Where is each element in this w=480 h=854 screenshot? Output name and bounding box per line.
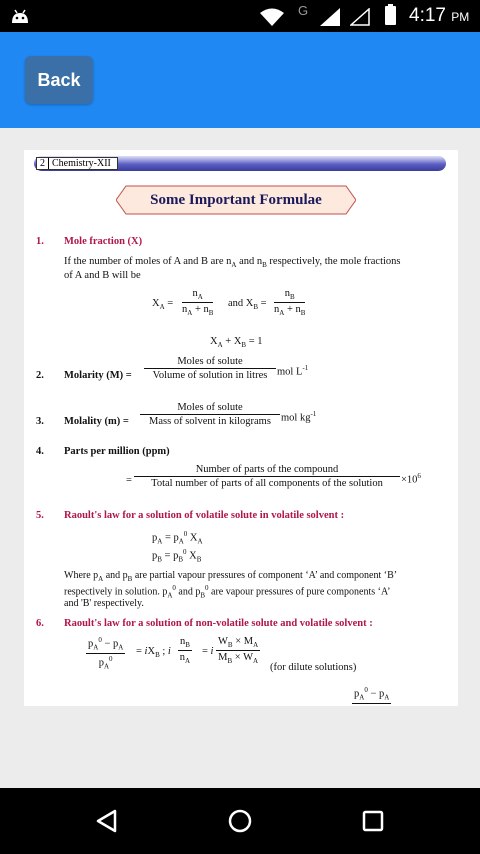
formula-fraction: $\frac{n_B}{n_A}$ (179, 636, 191, 666)
formula-fraction: $\frac{n_A}{n_A + n_B}$ (182, 288, 214, 318)
formula-multiplier: $\times 10^6$ (401, 472, 421, 486)
section-number: 1. (36, 236, 44, 247)
page-header-label: 2 Chemistry-XII (36, 157, 118, 170)
section-text: and 'B' respectively. (64, 598, 144, 609)
formula-text: = $iX_B$ ; i (136, 646, 171, 660)
back-button[interactable]: Back (25, 56, 93, 104)
section-heading: Raoult's law for a solution of non-volatile solute and volatile solvent : (64, 618, 373, 629)
formula-unit: mol $L^{-1}$ (277, 364, 309, 378)
section-text: respectively in solution. $p_A^0$ and $p_B^0$ are vapour pressures of pure components ‘A’ (64, 584, 391, 600)
network-type-label: G (298, 3, 309, 18)
section-heading: Molarity (M) = (64, 370, 132, 381)
section-heading: Parts per million (ppm) (64, 446, 170, 457)
app-bar (0, 32, 480, 128)
formula-page-image (24, 150, 458, 706)
formula-fraction: $\frac{n_B}{n_A + n_B}$ (274, 288, 306, 318)
title-banner (116, 184, 356, 216)
formula-raoult-a: $p_A = p_A^0$ $X_A$ (152, 530, 203, 546)
signal-empty-icon (350, 8, 370, 26)
formula-fraction: Moles of solute Volume of solution in litres (144, 356, 276, 381)
section-text: If the number of moles of A and B are $n_A$ and $n_B$ respectively, the mole fractions (64, 256, 401, 270)
battery-icon (385, 6, 396, 25)
section-number: 3. (36, 416, 44, 427)
content-area[interactable] (0, 128, 480, 788)
android-icon (10, 7, 30, 25)
formula-fraction: Moles of solute Mass of solvent in kilograms (140, 402, 280, 427)
clock: 4:17 PM (409, 5, 470, 26)
section-heading: Mole fraction (X) (64, 236, 143, 247)
status-bar (0, 0, 480, 32)
section-text: Where $p_A$ and $p_B$ are partial vapour pressures of component ‘A’ and component ‘B’ (64, 570, 398, 583)
formula-text: = i (202, 646, 214, 657)
section-text: of A and B will be (64, 270, 141, 281)
section-heading: Raoult's law for a solution of volatile solute in volatile solvent : (64, 510, 345, 521)
section-number: 2. (36, 370, 44, 381)
back-triangle-icon[interactable] (94, 808, 120, 834)
home-circle-icon[interactable] (227, 808, 253, 834)
navigation-bar (0, 788, 480, 854)
signal-icon (320, 8, 340, 26)
formula-equals: = (126, 475, 132, 486)
wifi-icon (260, 8, 284, 26)
formula-fraction: $\frac{p_A^0 - p_A}{p_A^0}$ (88, 636, 124, 671)
formula-sum: $X_A + X_B = 1$ (210, 336, 263, 350)
page-title: Some Important Formulae (150, 192, 322, 208)
section-number: 5. (36, 510, 44, 521)
formula-unit: mol $kg^{-1}$ (281, 410, 317, 424)
formula-and: and $X_B$ = (228, 298, 267, 312)
formula-fraction-partial: $p_A^0 - p_A$ (354, 686, 390, 702)
section-number: 6. (36, 618, 44, 629)
section-number: 4. (36, 446, 44, 457)
formula-xa-lhs: $X_A$ = (152, 298, 174, 312)
formula-fraction: $\frac{W_B \times M_A}{M_B \times W_A}$ (218, 636, 259, 666)
formula-note: (for dilute solutions) (270, 662, 357, 673)
section-heading: Molality (m) = (64, 416, 129, 427)
page-header-bar (34, 156, 446, 171)
formula-fraction: Number of parts of the compound Total number of parts of all components of the solution (134, 464, 400, 489)
recents-square-icon[interactable] (360, 808, 386, 834)
formula-raoult-b: $p_B = p_B^0$ $X_B$ (152, 548, 202, 564)
